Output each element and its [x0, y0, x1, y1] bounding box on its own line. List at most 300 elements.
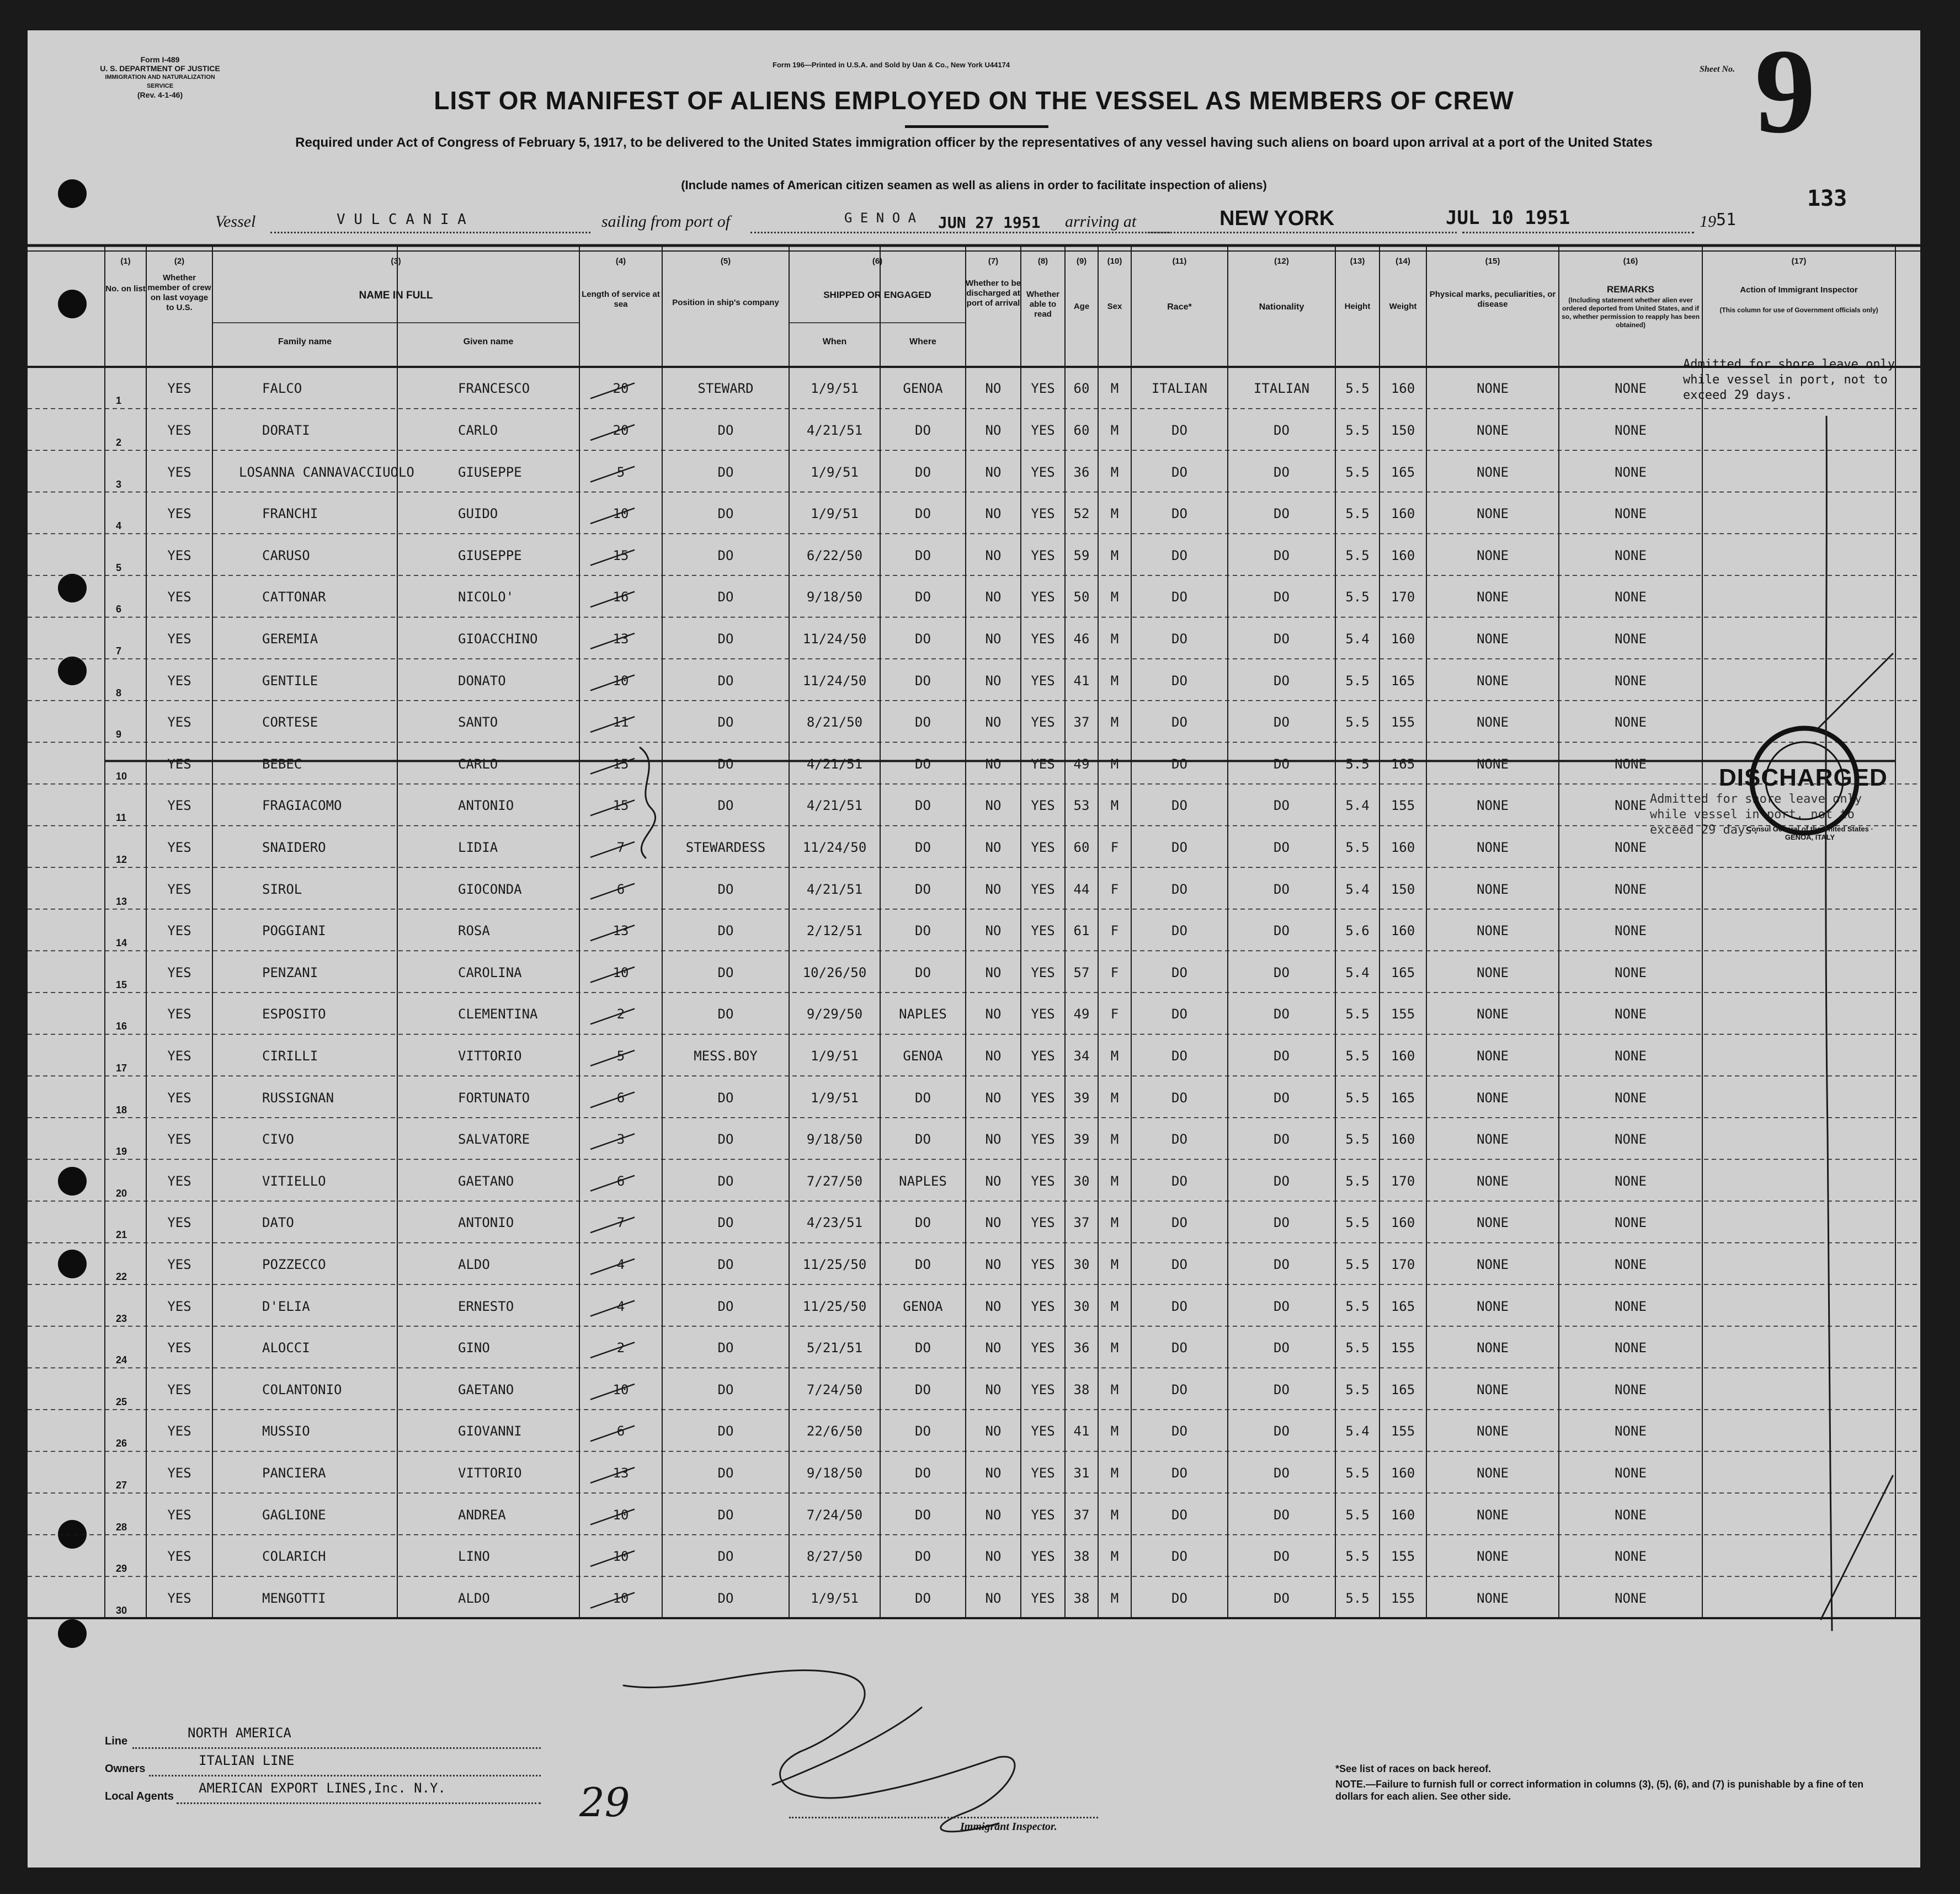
header-name-in-full: NAME IN FULL — [359, 290, 433, 301]
cell-member: YES — [167, 1298, 191, 1314]
cell-member: YES — [167, 1090, 191, 1106]
header-race: Race* — [1167, 302, 1192, 312]
cell-given: FRANCESCO — [458, 381, 530, 397]
header-action: Action of Immigrant Inspector — [1740, 285, 1858, 295]
cell-pos: DO — [717, 714, 734, 730]
cell-rem: NONE — [1615, 422, 1647, 438]
cell-read: YES — [1031, 506, 1055, 522]
cell-pos: DO — [717, 589, 734, 605]
cell-pos: DO — [717, 1132, 734, 1148]
cell-age: 34 — [1073, 1048, 1090, 1064]
inspector-label: Immigrant Inspector. — [960, 1821, 1057, 1833]
cell-nat: DO — [1274, 673, 1290, 689]
cell-sex: M — [1110, 1340, 1119, 1356]
cell-where: NAPLES — [899, 1006, 947, 1022]
column-number: (4) — [615, 257, 626, 266]
row-number: 22 — [116, 1271, 127, 1282]
cell-ht: 5.5 — [1345, 1215, 1370, 1231]
cell-rem: NONE — [1615, 673, 1647, 689]
cell-where: GENOA — [903, 1298, 943, 1314]
cell-given: CLEMENTINA — [458, 1006, 538, 1022]
cell-rem: NONE — [1615, 1340, 1647, 1356]
owners-value: ITALIAN LINE — [199, 1753, 295, 1768]
remark-note-mid: Admitted for shore leave only while vessel in port, not to exceed 29 days. — [1650, 792, 1862, 837]
cell-wt: 170 — [1391, 1256, 1415, 1272]
row-number: 12 — [116, 853, 127, 865]
cell-member: YES — [167, 1465, 191, 1481]
cell-ht: 5.5 — [1345, 1006, 1370, 1022]
header-given-name: Given name — [463, 337, 514, 346]
sheet-label: Sheet No. — [1700, 65, 1735, 74]
cell-sex: M — [1110, 631, 1119, 647]
cell-when: 7/24/50 — [806, 1381, 863, 1397]
cell-age: 37 — [1073, 714, 1090, 730]
cell-where: DO — [915, 1590, 931, 1606]
cell-given: CAROLINA — [458, 964, 522, 980]
cell-nat: DO — [1274, 964, 1290, 980]
cell-age: 59 — [1073, 547, 1090, 563]
cell-ht: 5.5 — [1345, 1256, 1370, 1272]
cell-when: 10/26/50 — [802, 964, 867, 980]
cell-nat: DO — [1274, 506, 1290, 522]
cell-age: 39 — [1073, 1132, 1090, 1148]
row-number: 1 — [116, 395, 122, 407]
cell-disch: NO — [985, 1590, 1002, 1606]
cell-when: 11/25/50 — [802, 1298, 867, 1314]
row-number: 29 — [116, 1563, 127, 1575]
cell-wt: 165 — [1391, 756, 1415, 772]
cell-family: PANCIERA — [262, 1465, 326, 1481]
column-number: (17) — [1791, 257, 1807, 266]
form-id: Form I-489 — [140, 55, 180, 64]
cell-where: DO — [915, 589, 931, 605]
cell-family: FRAGIACOMO — [262, 798, 342, 814]
cell-sex: M — [1110, 589, 1119, 605]
cell-len: 4 — [616, 1256, 625, 1272]
cell-phys: NONE — [1477, 589, 1509, 605]
cell-len: 10 — [612, 506, 629, 522]
cell-sex: M — [1110, 714, 1119, 730]
cell-ht: 5.4 — [1345, 1423, 1370, 1439]
cell-where: DO — [915, 1465, 931, 1481]
cell-age: 37 — [1073, 1215, 1090, 1231]
cell-pos: DO — [717, 631, 734, 647]
cell-phys: NONE — [1477, 1132, 1509, 1148]
cell-family: POGGIANI — [262, 923, 326, 939]
cell-family: COLANTONIO — [262, 1381, 342, 1397]
cell-phys: NONE — [1477, 1590, 1509, 1606]
cell-read: YES — [1031, 1381, 1055, 1397]
cell-where: DO — [915, 839, 931, 855]
row-number: 24 — [116, 1354, 127, 1366]
cell-disch: NO — [985, 1381, 1002, 1397]
row-number: 27 — [116, 1479, 127, 1491]
cell-family: CIVO — [262, 1132, 294, 1148]
port-to: NEW YORK — [1219, 207, 1335, 230]
cell-given: ERNESTO — [458, 1298, 514, 1314]
cell-wt: 165 — [1391, 464, 1415, 480]
cell-len: 6 — [616, 1090, 625, 1106]
cell-given: GIOVANNI — [458, 1423, 522, 1439]
cell-sex: M — [1110, 1381, 1119, 1397]
cell-when: 22/6/50 — [806, 1423, 863, 1439]
handwritten-marks — [28, 24, 1920, 1868]
cell-wt: 170 — [1391, 1173, 1415, 1189]
column-number: (9) — [1076, 257, 1087, 266]
cell-family: FRANCHI — [262, 506, 318, 522]
cell-read: YES — [1031, 1590, 1055, 1606]
cell-nat: DO — [1274, 798, 1290, 814]
line-value: NORTH AMERICA — [188, 1725, 291, 1741]
cell-phys: NONE — [1477, 839, 1509, 855]
cell-ht: 5.5 — [1345, 1590, 1370, 1606]
cell-phys: NONE — [1477, 1006, 1509, 1022]
cell-ht: 5.4 — [1345, 881, 1370, 897]
cell-age: 38 — [1073, 1381, 1090, 1397]
cell-age: 36 — [1073, 464, 1090, 480]
cell-where: DO — [915, 1215, 931, 1231]
cell-race: DO — [1171, 1173, 1187, 1189]
column-number: (6) — [872, 257, 883, 266]
cell-given: CARLO — [458, 422, 498, 438]
cell-ht: 5.5 — [1345, 1381, 1370, 1397]
cell-where: DO — [915, 923, 931, 939]
cell-member: YES — [167, 1423, 191, 1439]
cell-disch: NO — [985, 589, 1002, 605]
cell-rem: NONE — [1615, 1507, 1647, 1523]
cell-ht: 5.5 — [1345, 1549, 1370, 1565]
cell-race: DO — [1171, 673, 1187, 689]
cell-member: YES — [167, 1173, 191, 1189]
cell-family: MUSSIO — [262, 1423, 310, 1439]
cell-race: DO — [1171, 1549, 1187, 1565]
cell-phys: NONE — [1477, 464, 1509, 480]
cell-len: 3 — [616, 1132, 625, 1148]
stamp-text: DISCHARGED — [1719, 764, 1888, 791]
cell-age: 61 — [1073, 923, 1090, 939]
cell-given: GAETANO — [458, 1173, 514, 1189]
header-position: Position in ship's company — [672, 298, 779, 307]
cell-nat: DO — [1274, 1590, 1290, 1606]
cell-phys: NONE — [1477, 1381, 1509, 1397]
cell-race: DO — [1171, 1006, 1187, 1022]
cell-sex: M — [1110, 756, 1119, 772]
cell-phys: NONE — [1477, 381, 1509, 397]
cell-read: YES — [1031, 1298, 1055, 1314]
cell-given: SANTO — [458, 714, 498, 730]
cell-sex: M — [1110, 506, 1119, 522]
column-number: (15) — [1485, 257, 1500, 266]
cell-disch: NO — [985, 964, 1002, 980]
cell-wt: 155 — [1391, 798, 1415, 814]
cell-wt: 165 — [1391, 1381, 1415, 1397]
cell-when: 4/23/51 — [806, 1215, 863, 1231]
cell-disch: NO — [985, 422, 1002, 438]
cell-pos: DO — [717, 1381, 734, 1397]
cell-phys: NONE — [1477, 1298, 1509, 1314]
cell-ht: 5.5 — [1345, 1340, 1370, 1356]
cell-nat: DO — [1274, 547, 1290, 563]
cell-ht: 5.5 — [1345, 673, 1370, 689]
cell-pos: DO — [717, 547, 734, 563]
cell-wt: 170 — [1391, 589, 1415, 605]
header-able-read: Whether able to read — [1026, 290, 1059, 319]
column-number: (1) — [120, 257, 131, 266]
cell-len: 11 — [612, 714, 629, 730]
cell-rem: NONE — [1615, 1173, 1647, 1189]
cell-member: YES — [167, 1381, 191, 1397]
cell-len: 10 — [612, 1381, 629, 1397]
cell-disch: NO — [985, 1173, 1002, 1189]
cell-family: GAGLIONE — [262, 1507, 326, 1523]
cell-given: GINO — [458, 1340, 490, 1356]
cell-when: 11/25/50 — [802, 1256, 867, 1272]
row-number: 3 — [116, 478, 122, 490]
cell-member: YES — [167, 1590, 191, 1606]
cell-race: DO — [1171, 714, 1187, 730]
cell-race: DO — [1171, 1048, 1187, 1064]
cell-family: DORATI — [262, 422, 310, 438]
cell-disch: NO — [985, 1507, 1002, 1523]
cell-wt: 160 — [1391, 506, 1415, 522]
cell-family: CORTESE — [262, 714, 318, 730]
cell-given: VITTORIO — [458, 1465, 522, 1481]
cell-given: ANTONIO — [458, 798, 514, 814]
cell-race: DO — [1171, 839, 1187, 855]
cell-pos: DO — [717, 506, 734, 522]
cell-wt: 160 — [1391, 923, 1415, 939]
cell-ht: 5.5 — [1345, 422, 1370, 438]
cell-len: 10 — [612, 964, 629, 980]
cell-len: 6 — [616, 881, 625, 897]
cell-sex: F — [1110, 964, 1119, 980]
cell-len: 15 — [612, 798, 629, 814]
cell-pos: DO — [717, 1256, 734, 1272]
cell-when: 7/27/50 — [806, 1173, 863, 1189]
cell-given: CARLO — [458, 756, 498, 772]
page-number: 133 — [1807, 186, 1847, 211]
cell-phys: NONE — [1477, 1465, 1509, 1481]
column-number: (13) — [1350, 257, 1365, 266]
cell-pos: DO — [717, 1298, 734, 1314]
printer-line: Form 196—Printed in U.S.A. and Sold by Uan & Co., New York U44174 — [773, 61, 1010, 69]
cell-pos: STEWARDESS — [685, 839, 766, 855]
cell-read: YES — [1031, 1340, 1055, 1356]
cell-family: CIRILLI — [262, 1048, 318, 1064]
cell-ht: 5.4 — [1345, 964, 1370, 980]
cell-race: DO — [1171, 1298, 1187, 1314]
cell-when: 2/12/51 — [806, 923, 863, 939]
cell-ht: 5.5 — [1345, 1507, 1370, 1523]
cell-race: DO — [1171, 1507, 1187, 1523]
cell-read: YES — [1031, 923, 1055, 939]
header-nationality: Nationality — [1259, 302, 1304, 312]
cell-race: DO — [1171, 881, 1187, 897]
cell-pos: DO — [717, 1507, 734, 1523]
cell-rem: NONE — [1615, 1090, 1647, 1106]
cell-len: 2 — [616, 1340, 625, 1356]
cell-disch: NO — [985, 1215, 1002, 1231]
cell-ht: 5.5 — [1345, 1173, 1370, 1189]
cell-when: 4/21/51 — [806, 422, 863, 438]
cell-where: DO — [915, 422, 931, 438]
row-number: 16 — [116, 1021, 127, 1032]
cell-read: YES — [1031, 1132, 1055, 1148]
cell-sex: M — [1110, 1507, 1119, 1523]
cell-race: DO — [1171, 589, 1187, 605]
cell-where: DO — [915, 1090, 931, 1106]
cell-wt: 165 — [1391, 1090, 1415, 1106]
cell-when: 1/9/51 — [811, 1048, 859, 1064]
cell-wt: 160 — [1391, 1507, 1415, 1523]
cell-sex: F — [1110, 839, 1119, 855]
cell-phys: NONE — [1477, 881, 1509, 897]
cell-member: YES — [167, 839, 191, 855]
cell-given: GIUSEPPE — [458, 464, 522, 480]
cell-phys: NONE — [1477, 1090, 1509, 1106]
cell-phys: NONE — [1477, 964, 1509, 980]
row-number: 11 — [116, 812, 127, 824]
manifest-sheet — [28, 24, 1920, 1868]
cell-age: 41 — [1073, 673, 1090, 689]
cell-given: GAETANO — [458, 1381, 514, 1397]
cell-sex: M — [1110, 422, 1119, 438]
cell-wt: 160 — [1391, 631, 1415, 647]
cell-rem: NONE — [1615, 1549, 1647, 1565]
cell-member: YES — [167, 422, 191, 438]
cell-disch: NO — [985, 798, 1002, 814]
cell-read: YES — [1031, 464, 1055, 480]
row-number: 8 — [116, 687, 122, 698]
header-sex: Sex — [1107, 302, 1122, 311]
cell-rem: NONE — [1615, 589, 1647, 605]
cell-len: 6 — [616, 1423, 625, 1439]
column-number: (11) — [1172, 257, 1187, 266]
cell-len: 7 — [616, 839, 625, 855]
cell-family: CARUSO — [262, 547, 310, 563]
row-number: 15 — [116, 979, 127, 990]
cell-wt: 160 — [1391, 839, 1415, 855]
cell-read: YES — [1031, 547, 1055, 563]
cell-age: 41 — [1073, 1423, 1090, 1439]
cell-pos: DO — [717, 464, 734, 480]
cell-ht: 5.4 — [1345, 631, 1370, 647]
cell-len: 5 — [616, 1048, 625, 1064]
sail-date-stamp: JUN 27 1951 — [938, 214, 1041, 232]
cell-read: YES — [1031, 631, 1055, 647]
cell-when: 11/24/50 — [802, 839, 867, 855]
cell-disch: NO — [985, 506, 1002, 522]
cell-nat: DO — [1274, 1173, 1290, 1189]
cell-when: 4/21/51 — [806, 756, 863, 772]
cell-pos: DO — [717, 1215, 734, 1231]
cell-where: GENOA — [903, 1048, 943, 1064]
header-age: Age — [1073, 302, 1090, 311]
row-number: 25 — [116, 1396, 127, 1407]
cell-wt: 160 — [1391, 547, 1415, 563]
department: U. S. DEPARTMENT OF JUSTICE — [100, 64, 220, 73]
cell-when: 7/24/50 — [806, 1507, 863, 1523]
header-physical-marks: Physical marks, peculiarities, or disease — [1429, 290, 1556, 309]
cell-family: SNAIDERO — [262, 839, 326, 855]
cell-phys: NONE — [1477, 756, 1509, 772]
cell-read: YES — [1031, 1549, 1055, 1565]
header-family-name: Family name — [278, 337, 332, 346]
cell-pos: DO — [717, 881, 734, 897]
cell-race: DO — [1171, 1132, 1187, 1148]
column-number: (2) — [174, 257, 185, 266]
cell-family: GENTILE — [262, 673, 318, 689]
cell-read: YES — [1031, 714, 1055, 730]
cell-phys: NONE — [1477, 1173, 1509, 1189]
cell-family: FALCO — [262, 381, 302, 397]
cell-disch: NO — [985, 1006, 1002, 1022]
cell-member: YES — [167, 1132, 191, 1148]
cell-nat: DO — [1274, 1423, 1290, 1439]
cell-sex: M — [1110, 1298, 1119, 1314]
stamp-ring-text: Consul General of the United States · GENOA, ITALY — [1746, 825, 1873, 841]
cell-race: DO — [1171, 1423, 1187, 1439]
sheet-number: 9 — [1755, 24, 1815, 158]
cell-len: 6 — [616, 1173, 625, 1189]
cell-sex: M — [1110, 547, 1119, 563]
cell-member: YES — [167, 1048, 191, 1064]
cell-phys: NONE — [1477, 422, 1509, 438]
cell-given: ROSA — [458, 923, 490, 939]
cell-pos: DO — [717, 1090, 734, 1106]
cell-age: 38 — [1073, 1549, 1090, 1565]
cell-rem: NONE — [1615, 1298, 1647, 1314]
cell-disch: NO — [985, 1423, 1002, 1439]
cell-rem: NONE — [1615, 506, 1647, 522]
cell-rem: NONE — [1615, 923, 1647, 939]
cell-race: DO — [1171, 506, 1187, 522]
vessel-name: V U L C A N I A — [337, 211, 466, 228]
cell-race: DO — [1171, 1590, 1187, 1606]
row-number: 20 — [116, 1187, 127, 1199]
cell-family: ALOCCI — [262, 1340, 310, 1356]
cell-rem: NONE — [1615, 547, 1647, 563]
cell-age: 44 — [1073, 881, 1090, 897]
cell-given: GUIDO — [458, 506, 498, 522]
cell-phys: NONE — [1477, 1423, 1509, 1439]
cell-where: DO — [915, 1549, 931, 1565]
cell-when: 11/24/50 — [802, 631, 867, 647]
year-value: 51 — [1716, 210, 1737, 230]
cell-nat: DO — [1274, 756, 1290, 772]
cell-len: 5 — [616, 464, 625, 480]
cell-disch: NO — [985, 756, 1002, 772]
cell-nat: DO — [1274, 631, 1290, 647]
cell-len: 10 — [612, 1549, 629, 1565]
cell-given: GIOCONDA — [458, 881, 522, 897]
cell-family: MENGOTTI — [262, 1590, 326, 1606]
cell-disch: NO — [985, 1340, 1002, 1356]
row-number: 5 — [116, 562, 122, 573]
cell-sex: M — [1110, 464, 1119, 480]
cell-member: YES — [167, 547, 191, 563]
column-number: (8) — [1037, 257, 1048, 266]
cell-race: DO — [1171, 422, 1187, 438]
cell-where: DO — [915, 1381, 931, 1397]
cell-race: DO — [1171, 923, 1187, 939]
cell-read: YES — [1031, 1215, 1055, 1231]
cell-len: 20 — [612, 381, 629, 397]
cell-where: DO — [915, 1423, 931, 1439]
cell-read: YES — [1031, 1423, 1055, 1439]
cell-member: YES — [167, 923, 191, 939]
edition: (Rev. 4-1-46) — [137, 90, 183, 99]
